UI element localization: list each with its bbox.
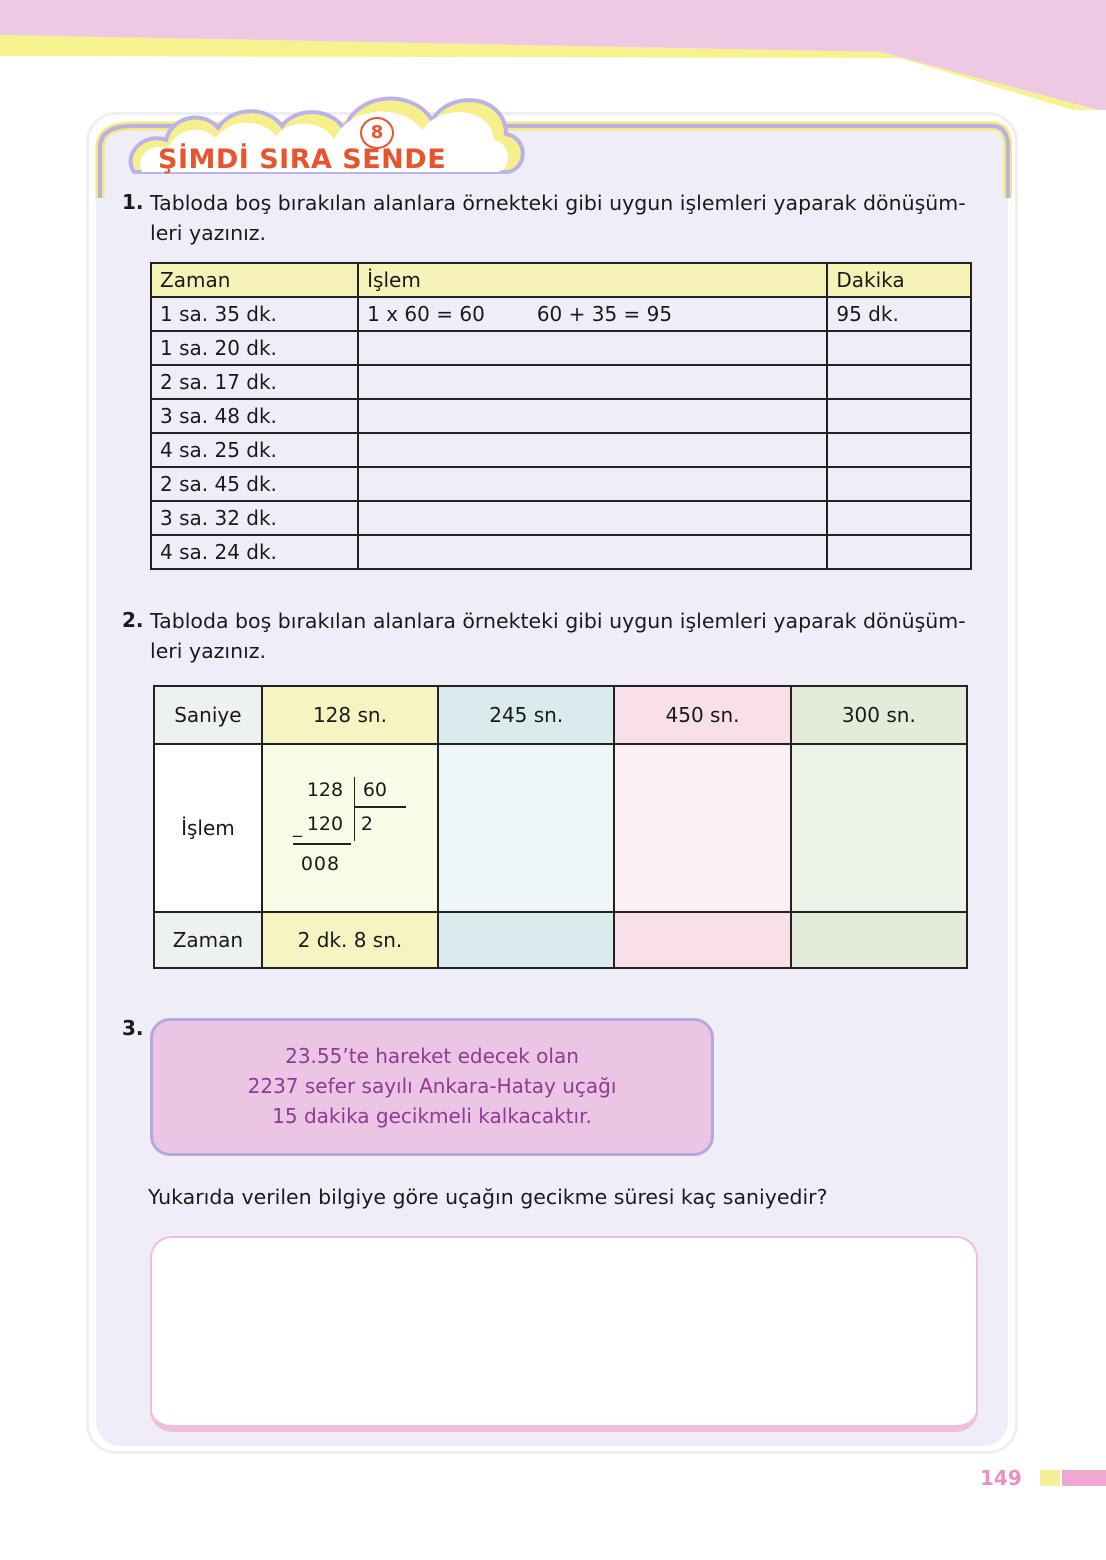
footer-stripe-yellow: [1040, 1470, 1060, 1486]
answer-cell[interactable]: [358, 433, 827, 467]
saniye-row: Saniye 128 sn. 245 sn. 450 sn. 300 sn.: [154, 686, 967, 744]
table-row: 4 sa. 25 dk.: [151, 433, 971, 467]
table-row: 1 sa. 20 dk.: [151, 331, 971, 365]
table-row: 4 sa. 24 dk.: [151, 535, 971, 569]
header-islem: İşlem: [358, 263, 827, 297]
table-row: 2 sa. 45 dk.: [151, 467, 971, 501]
question-2-text: Tabloda boş bırakılan alanlara örnekteki gibi uygun işlemleri yaparak dönüşüm- leri yazınız.: [150, 609, 966, 663]
divisor-line: [354, 806, 406, 808]
time-conversion-table: [150, 262, 972, 570]
table-row: 3 sa. 32 dk.: [151, 501, 971, 535]
table-row: 2 sa. 17 dk.: [151, 365, 971, 399]
long-division: 128 60 120 _ 2 008: [263, 745, 437, 911]
cloud-header-decoration: [92, 88, 1012, 198]
answer-box[interactable]: [150, 1236, 978, 1432]
subtraction-line: [293, 843, 351, 845]
answer-cell[interactable]: [827, 365, 971, 399]
header-dakika: Dakika: [827, 263, 971, 297]
answer-cell[interactable]: [827, 399, 971, 433]
flight-info-box: 23.55’te hareket edecek olan 2237 sefer sayılı Ankara-Hatay uçağı 15 dakika gecikmeli kalkacaktır.: [150, 1018, 714, 1156]
row-label-saniye: Saniye: [154, 686, 262, 744]
question-3-number: 3.: [122, 1016, 144, 1040]
seconds-conversion-table: [153, 685, 968, 969]
answer-cell[interactable]: [827, 535, 971, 569]
answer-cell[interactable]: [358, 467, 827, 501]
activity-number-badge: 8: [360, 117, 394, 149]
header-zaman: Zaman: [151, 263, 358, 297]
row-label-zaman: Zaman: [154, 912, 262, 968]
question-2-number: 2.: [122, 608, 144, 632]
answer-cell[interactable]: [438, 912, 614, 968]
division-example-cell: [262, 744, 438, 912]
answer-cell[interactable]: [827, 467, 971, 501]
question-3-text: Yukarıda verilen bilgiye göre uçağın gecikme süresi kaç saniyedir?: [148, 1185, 828, 1209]
row-label-islem: İşlem: [154, 744, 262, 912]
answer-cell[interactable]: [791, 912, 967, 968]
answer-cell[interactable]: [827, 501, 971, 535]
answer-cell[interactable]: [791, 744, 967, 912]
answer-cell[interactable]: [358, 365, 827, 399]
zaman-row: Zaman 2 dk. 8 sn.: [154, 912, 967, 968]
example-row: 1 sa. 35 dk. 1 x 60 = 60 60 + 35 = 95 95 dk.: [151, 297, 971, 331]
question-1-text: Tabloda boş bırakılan alanlara örnekteki gibi uygun işlemleri yaparak dönüşüm- leri yazınız.: [150, 191, 966, 245]
answer-cell[interactable]: [827, 433, 971, 467]
answer-cell[interactable]: [827, 331, 971, 365]
table-header-row: [151, 263, 971, 297]
division-bar: [354, 777, 356, 841]
answer-cell[interactable]: [358, 501, 827, 535]
question-1-number: 1.: [122, 190, 144, 214]
answer-cell[interactable]: [358, 399, 827, 433]
answer-cell[interactable]: [614, 912, 790, 968]
answer-cell[interactable]: [358, 331, 827, 365]
page-number: 149: [980, 1466, 1022, 1490]
table-row: 3 sa. 48 dk.: [151, 399, 971, 433]
answer-cell[interactable]: [358, 535, 827, 569]
page-title: ŞİMDİ SIRA SENDE: [158, 144, 447, 175]
islem-row: [154, 744, 967, 912]
answer-cell[interactable]: [614, 744, 790, 912]
answer-cell[interactable]: [438, 744, 614, 912]
footer-stripe-pink: [1062, 1470, 1106, 1486]
